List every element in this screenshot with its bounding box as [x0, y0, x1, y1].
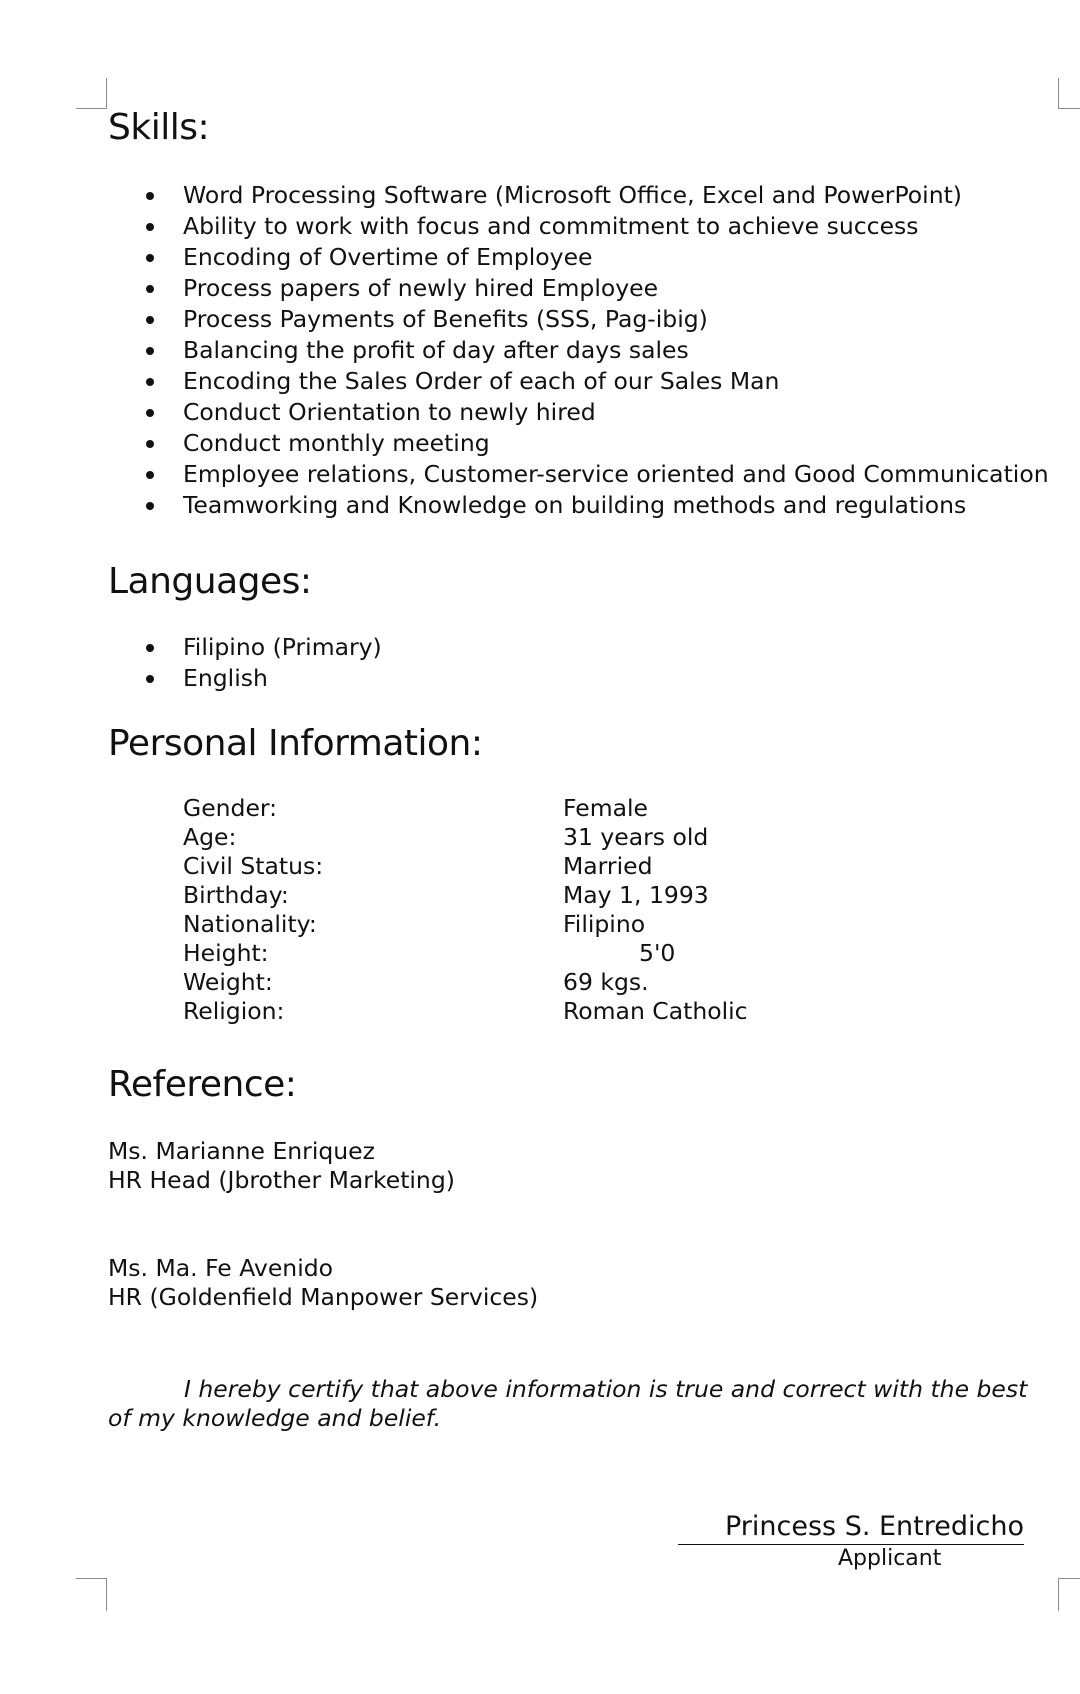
bullet-icon: [146, 223, 154, 231]
bullet-icon: [146, 316, 154, 324]
bullet-icon: [146, 440, 154, 448]
personal-info-heading: Personal Information:: [108, 723, 483, 764]
reference-heading: Reference:: [108, 1064, 297, 1105]
bullet-icon: [146, 378, 154, 386]
info-value: Filipino: [563, 910, 646, 938]
reference-entry: [108, 1254, 538, 1312]
info-value: 31 years old: [563, 823, 709, 851]
info-value: 5'0: [639, 939, 676, 967]
crop-mark-top-left: [76, 78, 107, 109]
skill-item: Ability to work with focus and commitment to achieve success: [0, 211, 1049, 242]
info-label: Civil Status:: [183, 852, 324, 880]
skill-item: Word Processing Software (Microsoft Office, Excel and PowerPoint): [0, 180, 1049, 211]
info-label: Nationality:: [183, 910, 317, 938]
info-label: Religion:: [183, 997, 285, 1025]
info-label: Height:: [183, 939, 269, 967]
bullet-icon: [146, 192, 154, 200]
language-item: Filipino (Primary): [0, 632, 382, 663]
reference-name: Ms. Marianne Enriquez: [108, 1137, 375, 1165]
bullet-icon: [146, 285, 154, 293]
reference-position: HR (Goldenfield Manpower Services): [108, 1283, 539, 1311]
skill-item: Encoding the Sales Order of each of our Sales Man: [0, 366, 1049, 397]
bullet-icon: [146, 675, 154, 683]
skill-item: Balancing the profit of day after days sales: [0, 335, 1049, 366]
skill-item: Process Payments of Benefits (SSS, Pag-ibig): [0, 304, 1049, 335]
bullet-icon: [146, 471, 154, 479]
languages-heading: Languages:: [108, 561, 312, 602]
signature-role: Applicant: [838, 1546, 942, 1571]
info-label: Gender:: [183, 794, 278, 822]
skills-heading: Skills:: [108, 107, 210, 148]
reference-entry: [108, 1137, 455, 1195]
reference-position: HR Head (Jbrother Marketing): [108, 1166, 455, 1194]
bullet-icon: [146, 409, 154, 417]
info-label: Weight:: [183, 968, 273, 996]
skill-item: Encoding of Overtime of Employee: [0, 242, 1049, 273]
crop-mark-bottom-right: [1058, 1578, 1080, 1611]
certification-statement: I hereby certify that above information is true and correct with the best of my knowledge and belief.: [108, 1374, 1028, 1432]
signature-name: Princess S. Entredicho: [678, 1510, 1024, 1545]
info-label: Birthday:: [183, 881, 289, 909]
info-value: Roman Catholic: [563, 997, 748, 1025]
crop-mark-top-right: [1058, 78, 1080, 109]
info-label: Age:: [183, 823, 237, 851]
languages-list: [0, 632, 382, 694]
bullet-icon: [146, 644, 154, 652]
language-item: English: [0, 663, 382, 694]
skills-list: [0, 180, 1049, 521]
skill-item: Process papers of newly hired Employee: [0, 273, 1049, 304]
skill-item: Conduct Orientation to newly hired: [0, 397, 1049, 428]
info-value: Female: [563, 794, 648, 822]
bullet-icon: [146, 502, 154, 510]
info-value: May 1, 1993: [563, 881, 709, 909]
crop-mark-bottom-left: [76, 1578, 107, 1611]
bullet-icon: [146, 347, 154, 355]
info-value: Married: [563, 852, 653, 880]
info-value: 69 kgs.: [563, 968, 649, 996]
reference-name: Ms. Ma. Fe Avenido: [108, 1254, 334, 1282]
skill-item: Conduct monthly meeting: [0, 428, 1049, 459]
skill-item: Employee relations, Customer-service oriented and Good Communication: [0, 459, 1049, 490]
skill-item: Teamworking and Knowledge on building methods and regulations: [0, 490, 1049, 521]
bullet-icon: [146, 254, 154, 262]
